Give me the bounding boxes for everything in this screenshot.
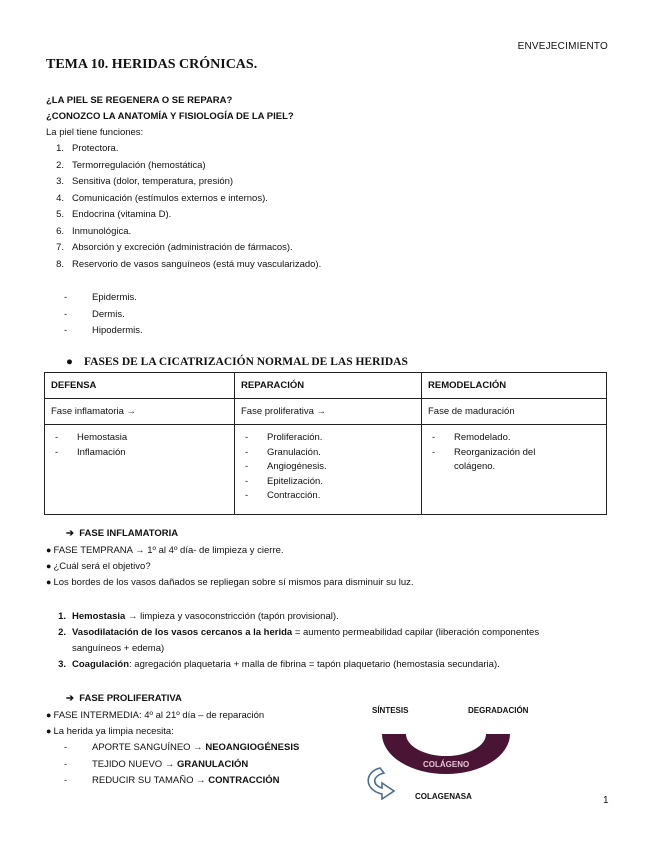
table-cell: Fase de maduración [422, 399, 607, 425]
table-row [45, 425, 607, 515]
table-cell [45, 425, 235, 515]
list-item: - Hemostasia [55, 432, 128, 443]
table-header-row [45, 373, 607, 399]
list-item: 1. Protectora. [56, 143, 119, 154]
list-item: - Inflamación [55, 446, 126, 458]
functions-list [46, 141, 321, 273]
list-item: - Reorganización del colágeno. [432, 446, 536, 472]
list-item: 1. Hemostasia → limpieza y vasoconstricción (tapón provisional). [58, 611, 339, 622]
table-header-cell: REMODELACIÓN [422, 373, 607, 399]
bullet-item: ● Los bordes de los vasos dañados se repliegan sobre sí mismos para disminuir su luz. [46, 577, 414, 588]
question-2: ¿CONOZCO LA ANATOMÍA Y FISIOLOGÍA DE LA PIEL? [46, 111, 294, 122]
table-cell: Fase proliferativa → [235, 399, 422, 425]
list-item: - Proliferación. [245, 432, 323, 443]
table-header-cell: DEFENSA [45, 373, 235, 399]
inflammatory-phase-heading: ➔ FASE INFLAMATORIA [66, 528, 179, 539]
list-item: - Dermis. [64, 308, 125, 320]
list-item: 8. Reservorio de vasos sanguíneos (está muy vascularizado). [56, 258, 322, 270]
table-cell [422, 425, 607, 515]
list-item: 6. Inmunológica. [56, 225, 132, 237]
arrow-right-icon: ➔ [66, 528, 74, 539]
skin-intro: La piel tiene funciones: [46, 127, 144, 138]
list-item: - Epidermis. [64, 292, 137, 303]
degradation-label: DEGRADACIÓN [468, 706, 529, 715]
list-item: - Contracción. [245, 490, 321, 501]
list-item: - Remodelado. [432, 432, 511, 443]
layers-list [46, 290, 143, 340]
list-item: - Hipodermis. [64, 325, 143, 336]
phases-section-title: ● FASES DE LA CICATRIZACIÓN NORMAL DE LAS HERIDAS [66, 356, 408, 368]
list-item: 4. Comunicación (estímulos externos e internos). [56, 192, 268, 204]
table-cell: Fase inflamatoria → [45, 399, 235, 425]
list-item: - REDUCIR SU TAMAÑO → CONTRACCIÓN [64, 775, 280, 786]
list-item: 3. Coagulación: agregación plaquetaria + malla de fibrina = tapón plaquetario (hemostasia secundaria). [58, 659, 500, 670]
list-item: - APORTE SANGUÍNEO → NEOANGIOGÉNESIS [64, 742, 300, 753]
proliferative-phase-heading: ➔ FASE PROLIFERATIVA [66, 693, 182, 704]
list-item: 5. Endocrina (vitamina D). [56, 209, 172, 220]
table-cell [235, 425, 422, 515]
phases-table [44, 372, 607, 515]
arrow-right-icon: ➔ [66, 693, 74, 704]
collagenase-label: COLAGENASA [415, 792, 472, 801]
bullet-item: ● La herida ya limpia necesita: [46, 726, 174, 737]
document-header: ENVEJECIMIENTO [517, 41, 608, 52]
inflammatory-steps [46, 609, 609, 673]
list-item: 7. Absorción y excreción (administración de fármacos). [56, 242, 293, 253]
list-item: 3. Sensitiva (dolor, temperatura, presión) [56, 176, 234, 187]
table-header-cell: REPARACIÓN [235, 373, 422, 399]
table-row [45, 399, 607, 425]
list-item: - Angiogénesis. [245, 461, 327, 472]
page-number: 1 [603, 795, 609, 806]
bullet-icon: ● [66, 356, 73, 368]
collagen-label: COLÁGENO [423, 760, 470, 769]
list-item: - Granulación. [245, 446, 321, 458]
needs-list [46, 740, 299, 790]
bullet-item: ● FASE TEMPRANA → 1º al 4º día- de limpieza y cierre. [46, 545, 284, 556]
synthesis-label: SÍNTESIS [372, 706, 409, 715]
list-item: 2. Vasodilatación de los vasos cercanos a la herida = aumento permeabilidad capilar (liberación componentes [58, 627, 540, 638]
list-item-continuation: sanguíneos + edema) [72, 643, 165, 654]
bullet-item: ● FASE INTERMEDIA: 4º al 21º día – de reparación [46, 710, 265, 721]
list-item: - Epitelización. [245, 475, 323, 487]
cycle-arrow-icon [368, 768, 394, 799]
page-title: TEMA 10. HERIDAS CRÓNICAS. [46, 57, 258, 72]
question-1: ¿LA PIEL SE REGENERA O SE REPARA? [46, 95, 233, 106]
list-item: - TEJIDO NUEVO → GRANULACIÓN [64, 758, 249, 770]
list-item: 2. Termorregulación (hemostática) [56, 159, 206, 171]
bullet-item: ● ¿Cuál será el objetivo? [46, 561, 151, 572]
